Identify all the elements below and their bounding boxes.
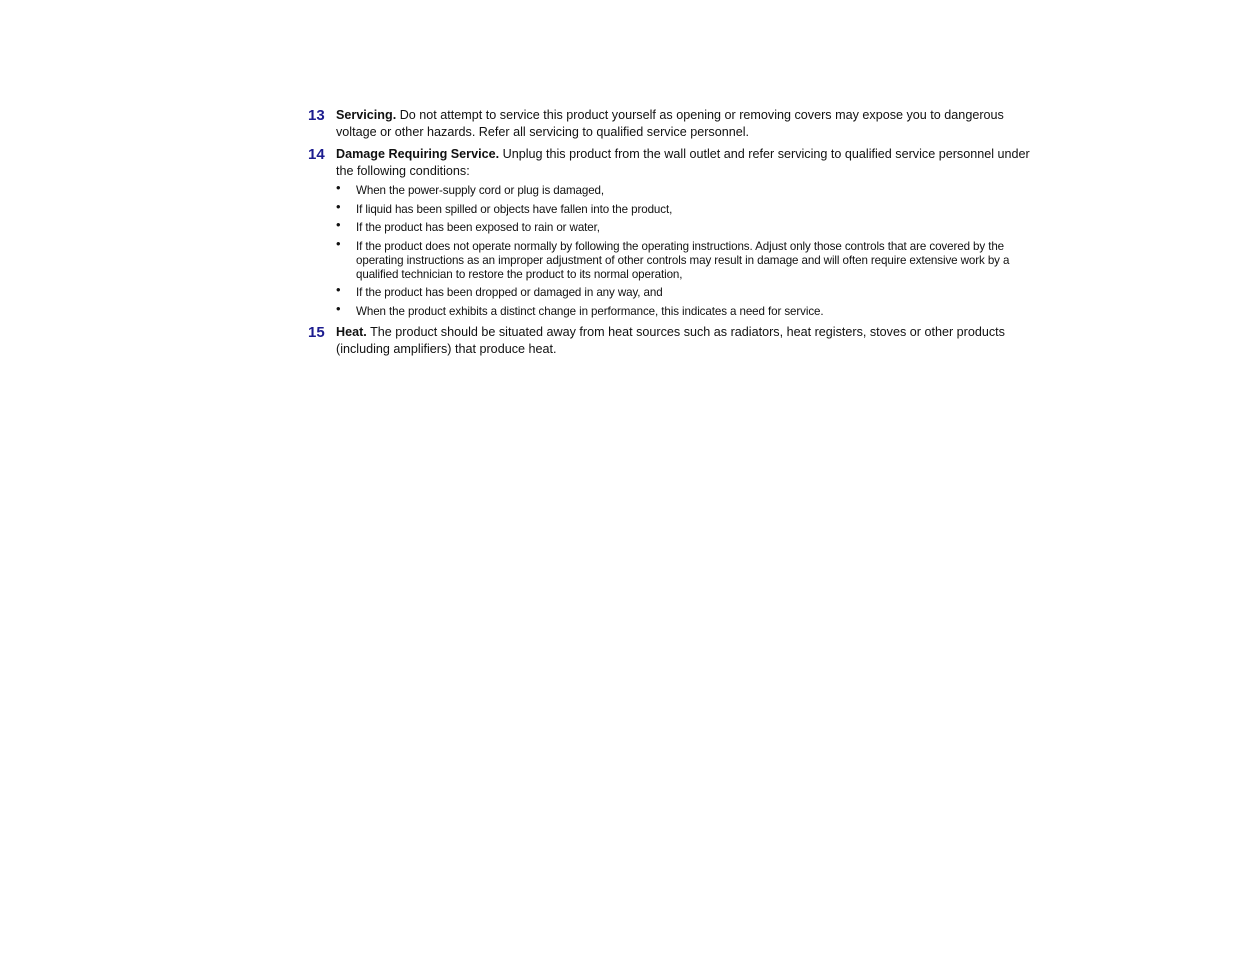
list-item-text: If the product has been exposed to rain or water, [356, 221, 600, 234]
item-heading: Heat. [336, 324, 367, 339]
instruction-item-14 [308, 145, 1040, 319]
list-item [336, 282, 1040, 300]
instruction-item-13 [308, 106, 1040, 141]
item-number: 14 [308, 146, 325, 163]
bullet-icon: • [336, 235, 341, 251]
item-heading: Servicing. [336, 108, 397, 122]
item-description: Do not attempt to service this product yourself as opening or removing covers may expose you to dangerous voltage or other hazards. Refer all servicing to qualified service personnel. [336, 108, 1004, 139]
safety-instructions [308, 106, 1040, 362]
list-item [336, 180, 1040, 198]
list-item [336, 198, 1040, 217]
list-item [336, 235, 1040, 282]
item-body [336, 106, 1040, 141]
bullet-icon: • [336, 300, 341, 316]
item-description: The product should be situated away from heat sources such as radiators, heat registers, stoves or other products (including amplifiers) that produce heat. [336, 324, 1005, 356]
item-heading: Damage Requiring Service. [336, 147, 500, 161]
item-number: 13 [308, 107, 325, 124]
item-body [336, 145, 1040, 180]
item-number: 15 [308, 323, 325, 341]
list-item-text: When the product exhibits a distinct change in performance, this indicates a need for service. [356, 304, 824, 318]
condition-list [336, 180, 1040, 319]
list-item-text: When the power-supply cord or plug is damaged, [356, 184, 605, 197]
list-item-text: If the product has been dropped or damaged in any way, and [356, 286, 663, 299]
item-body [336, 323, 1040, 358]
list-item [336, 217, 1040, 235]
list-item-text: If liquid has been spilled or objects have fallen into the product, [356, 202, 673, 216]
item-description: Unplug this product from the wall outlet and refer servicing to qualified service personnel under the following conditions: [336, 147, 1030, 178]
list-item-text: If the product does not operate normally by following the operating instructions. Adjust only those controls that are covered by the operating instructions as an improper adjustment of other controls may result in damage and will often require extensive work by a qualified technician to restore the product to its normal operation, [356, 239, 1010, 281]
bullet-icon: • [336, 198, 341, 214]
bullet-icon: • [336, 217, 341, 232]
list-item [336, 300, 1040, 319]
bullet-icon: • [336, 180, 341, 195]
instruction-item-15 [308, 323, 1040, 358]
bullet-icon: • [336, 282, 341, 297]
